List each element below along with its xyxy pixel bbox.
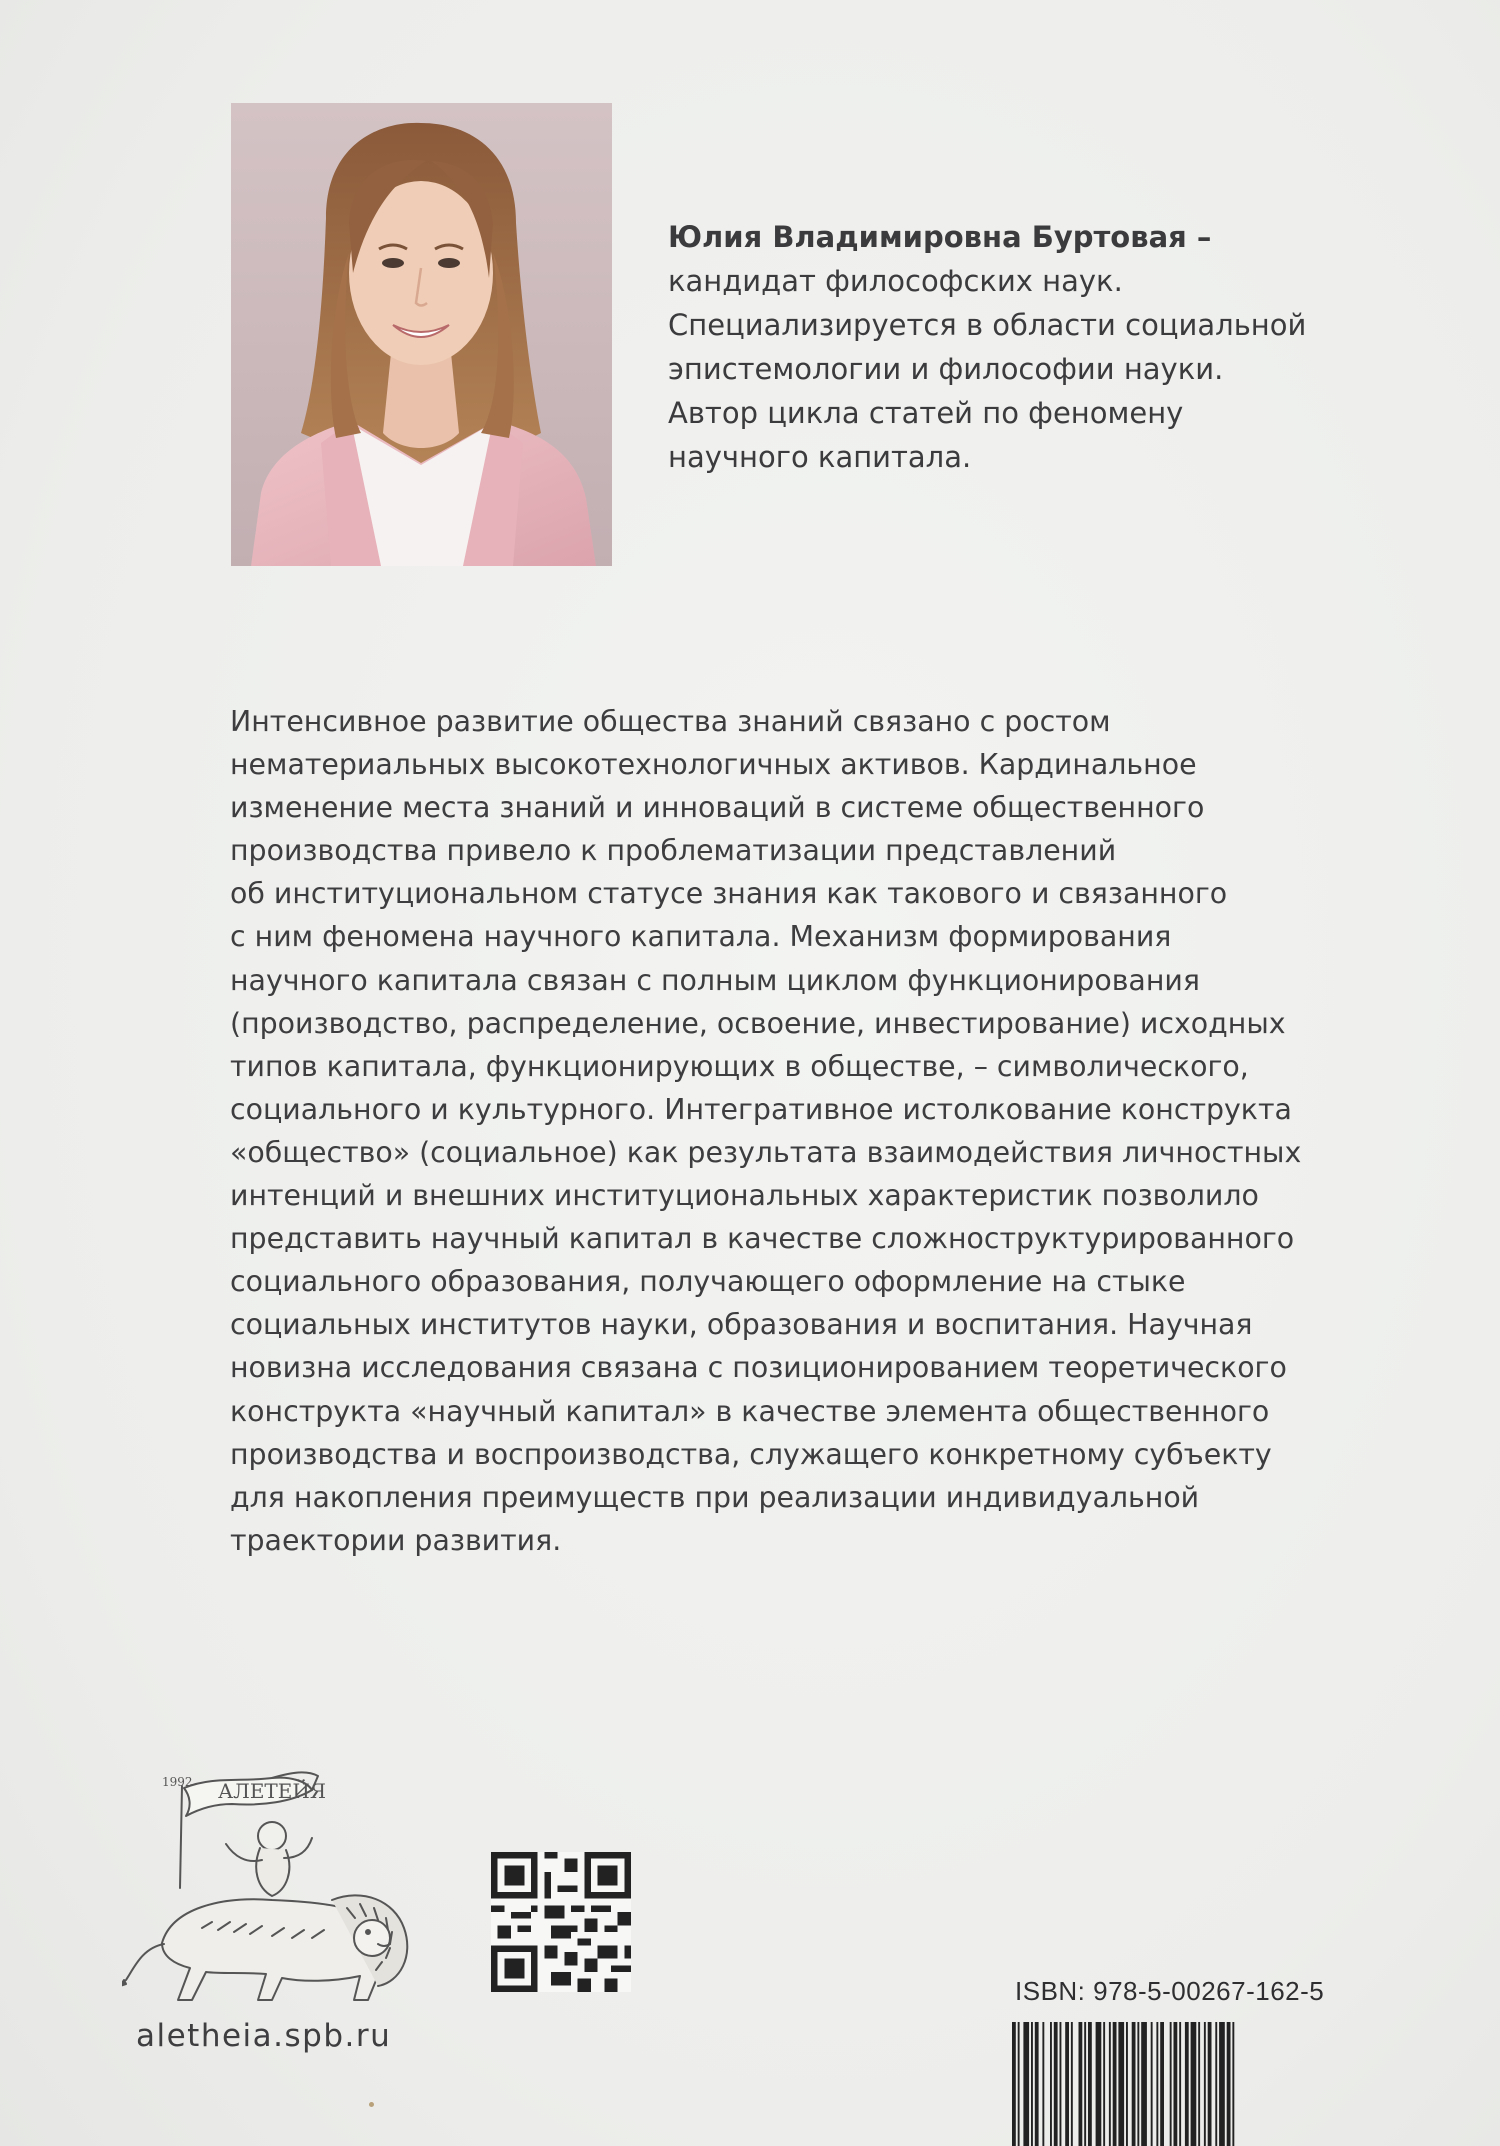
abstract-line: новизна исследования связана с позиционированием теоретического: [230, 1351, 1287, 1385]
barcode-bar: [1054, 2022, 1058, 2146]
barcode-bar: [1012, 2022, 1016, 2146]
abstract-line: для накопления преимуществ при реализации индивидуальной: [230, 1480, 1200, 1514]
speck: [369, 2102, 374, 2107]
barcode-bar: [1227, 2022, 1231, 2146]
barcode-bar: [1179, 2022, 1181, 2146]
barcode-bar: [1071, 2022, 1073, 2146]
barcode-bar: [1079, 2022, 1083, 2146]
barcode-bar: [1088, 2022, 1092, 2146]
author-bio-line: научного капитала.: [668, 440, 972, 474]
abstract-line: изменение места знаний и инноваций в системе общественного: [230, 791, 1205, 825]
barcode-bar: [1191, 2022, 1197, 2146]
barcode-bar: [1198, 2022, 1200, 2146]
barcode-bar: [1141, 2022, 1147, 2146]
barcode-bar: [1137, 2022, 1139, 2146]
abstract-line: (производство, распределение, освоение, инвестирование) исходных: [230, 1006, 1286, 1040]
abstract-line: социального образования, получающего оформление на стыке: [230, 1265, 1186, 1299]
abstract-line: с ним феномена научного капитала. Механизм формирования: [230, 920, 1172, 954]
abstract-line: социального и культурного. Интегративное истолкование конструкта: [230, 1092, 1292, 1126]
abstract-line: производства и воспроизводства, служащего конкретному субъекту: [230, 1437, 1272, 1471]
abstract-line: научного капитала связан с полным циклом функционирования: [230, 963, 1200, 997]
aletheia-lion-logo-icon: [122, 1768, 422, 2008]
barcode-bar: [1160, 2022, 1164, 2146]
qr-code-icon: [491, 1852, 631, 1992]
barcode-bar: [1215, 2022, 1217, 2146]
author-bio-line: эпистемологии и философии науки.: [668, 352, 1224, 386]
author-photo: [231, 103, 612, 566]
barcode-bar: [1042, 2022, 1044, 2146]
abstract-line: Интенсивное развитие общества знаний связано с ростом: [230, 705, 1111, 738]
barcode-bar: [1118, 2022, 1124, 2146]
barcode-bar: [1174, 2022, 1178, 2146]
barcode-bar: [1031, 2022, 1033, 2146]
barcode-bar: [1156, 2022, 1158, 2146]
publisher-website[interactable]: aletheia.spb.ru: [136, 2018, 392, 2054]
author-bio: [668, 215, 1308, 479]
barcode-bar: [1109, 2022, 1111, 2146]
barcode-bar: [1065, 2022, 1069, 2146]
barcode-bar: [1170, 2022, 1172, 2146]
abstract-line: производства привело к проблематизации представлений: [230, 834, 1117, 868]
abstract-line: нематериальных высокотехнологичных активов. Кардинальное: [230, 748, 1197, 782]
abstract-line: конструкта «научный капитал» в качестве элемента общественного: [230, 1394, 1270, 1428]
barcode-bar: [1208, 2022, 1212, 2146]
barcode-icon: [1008, 2022, 1308, 2146]
barcode-bar: [1023, 2022, 1029, 2146]
author-bio-line: кандидат философских наук.: [668, 264, 1123, 298]
author-name: Юлия Владимировна Буртовая –: [668, 220, 1212, 254]
barcode-bar: [1050, 2022, 1052, 2146]
barcode-bar: [1018, 2022, 1020, 2146]
abstract-line: «общество» (социальное) как результата взаимодействия личностных: [230, 1135, 1302, 1169]
barcode-bar: [1103, 2022, 1105, 2146]
abstract-line: представить научный капитал в качестве сложноструктурированного: [230, 1222, 1295, 1256]
barcode-bar: [1132, 2022, 1136, 2146]
barcode-bar: [1232, 2022, 1234, 2146]
isbn: ISBN: 978-5-00267-162-5: [1015, 1976, 1325, 2006]
barcode-bar: [1151, 2022, 1153, 2146]
abstract-line: типов капитала, функционирующих в обществе, – символического,: [230, 1049, 1249, 1083]
barcode-bar: [1084, 2022, 1086, 2146]
barcode-bar: [1185, 2022, 1189, 2146]
logo-year: 1992: [162, 1775, 193, 1789]
barcode-bar: [1204, 2022, 1206, 2146]
barcode-bar: [1035, 2022, 1039, 2146]
author-bio-line: Специализируется в области социальной: [668, 308, 1307, 342]
author-portrait-icon: [231, 103, 612, 566]
abstract-line: социальных институтов науки, образования и воспитания. Научная: [230, 1308, 1253, 1342]
barcode-bar: [1113, 2022, 1117, 2146]
book-abstract: [230, 700, 1302, 1562]
abstract-line: интенций и внешних институциональных характеристик позволило: [230, 1179, 1259, 1213]
barcode-bar: [1219, 2022, 1225, 2146]
author-bio-line: Автор цикла статей по феномену: [668, 396, 1184, 430]
barcode-bar: [1126, 2022, 1128, 2146]
barcode-bar: [1060, 2022, 1062, 2146]
logo-text: АЛЕТЕЙЯ: [218, 1779, 326, 1803]
barcode-bar: [1096, 2022, 1102, 2146]
abstract-line: об институциональном статусе знания как такового и связанного: [230, 877, 1228, 911]
abstract-line: траектории развития.: [230, 1523, 562, 1557]
